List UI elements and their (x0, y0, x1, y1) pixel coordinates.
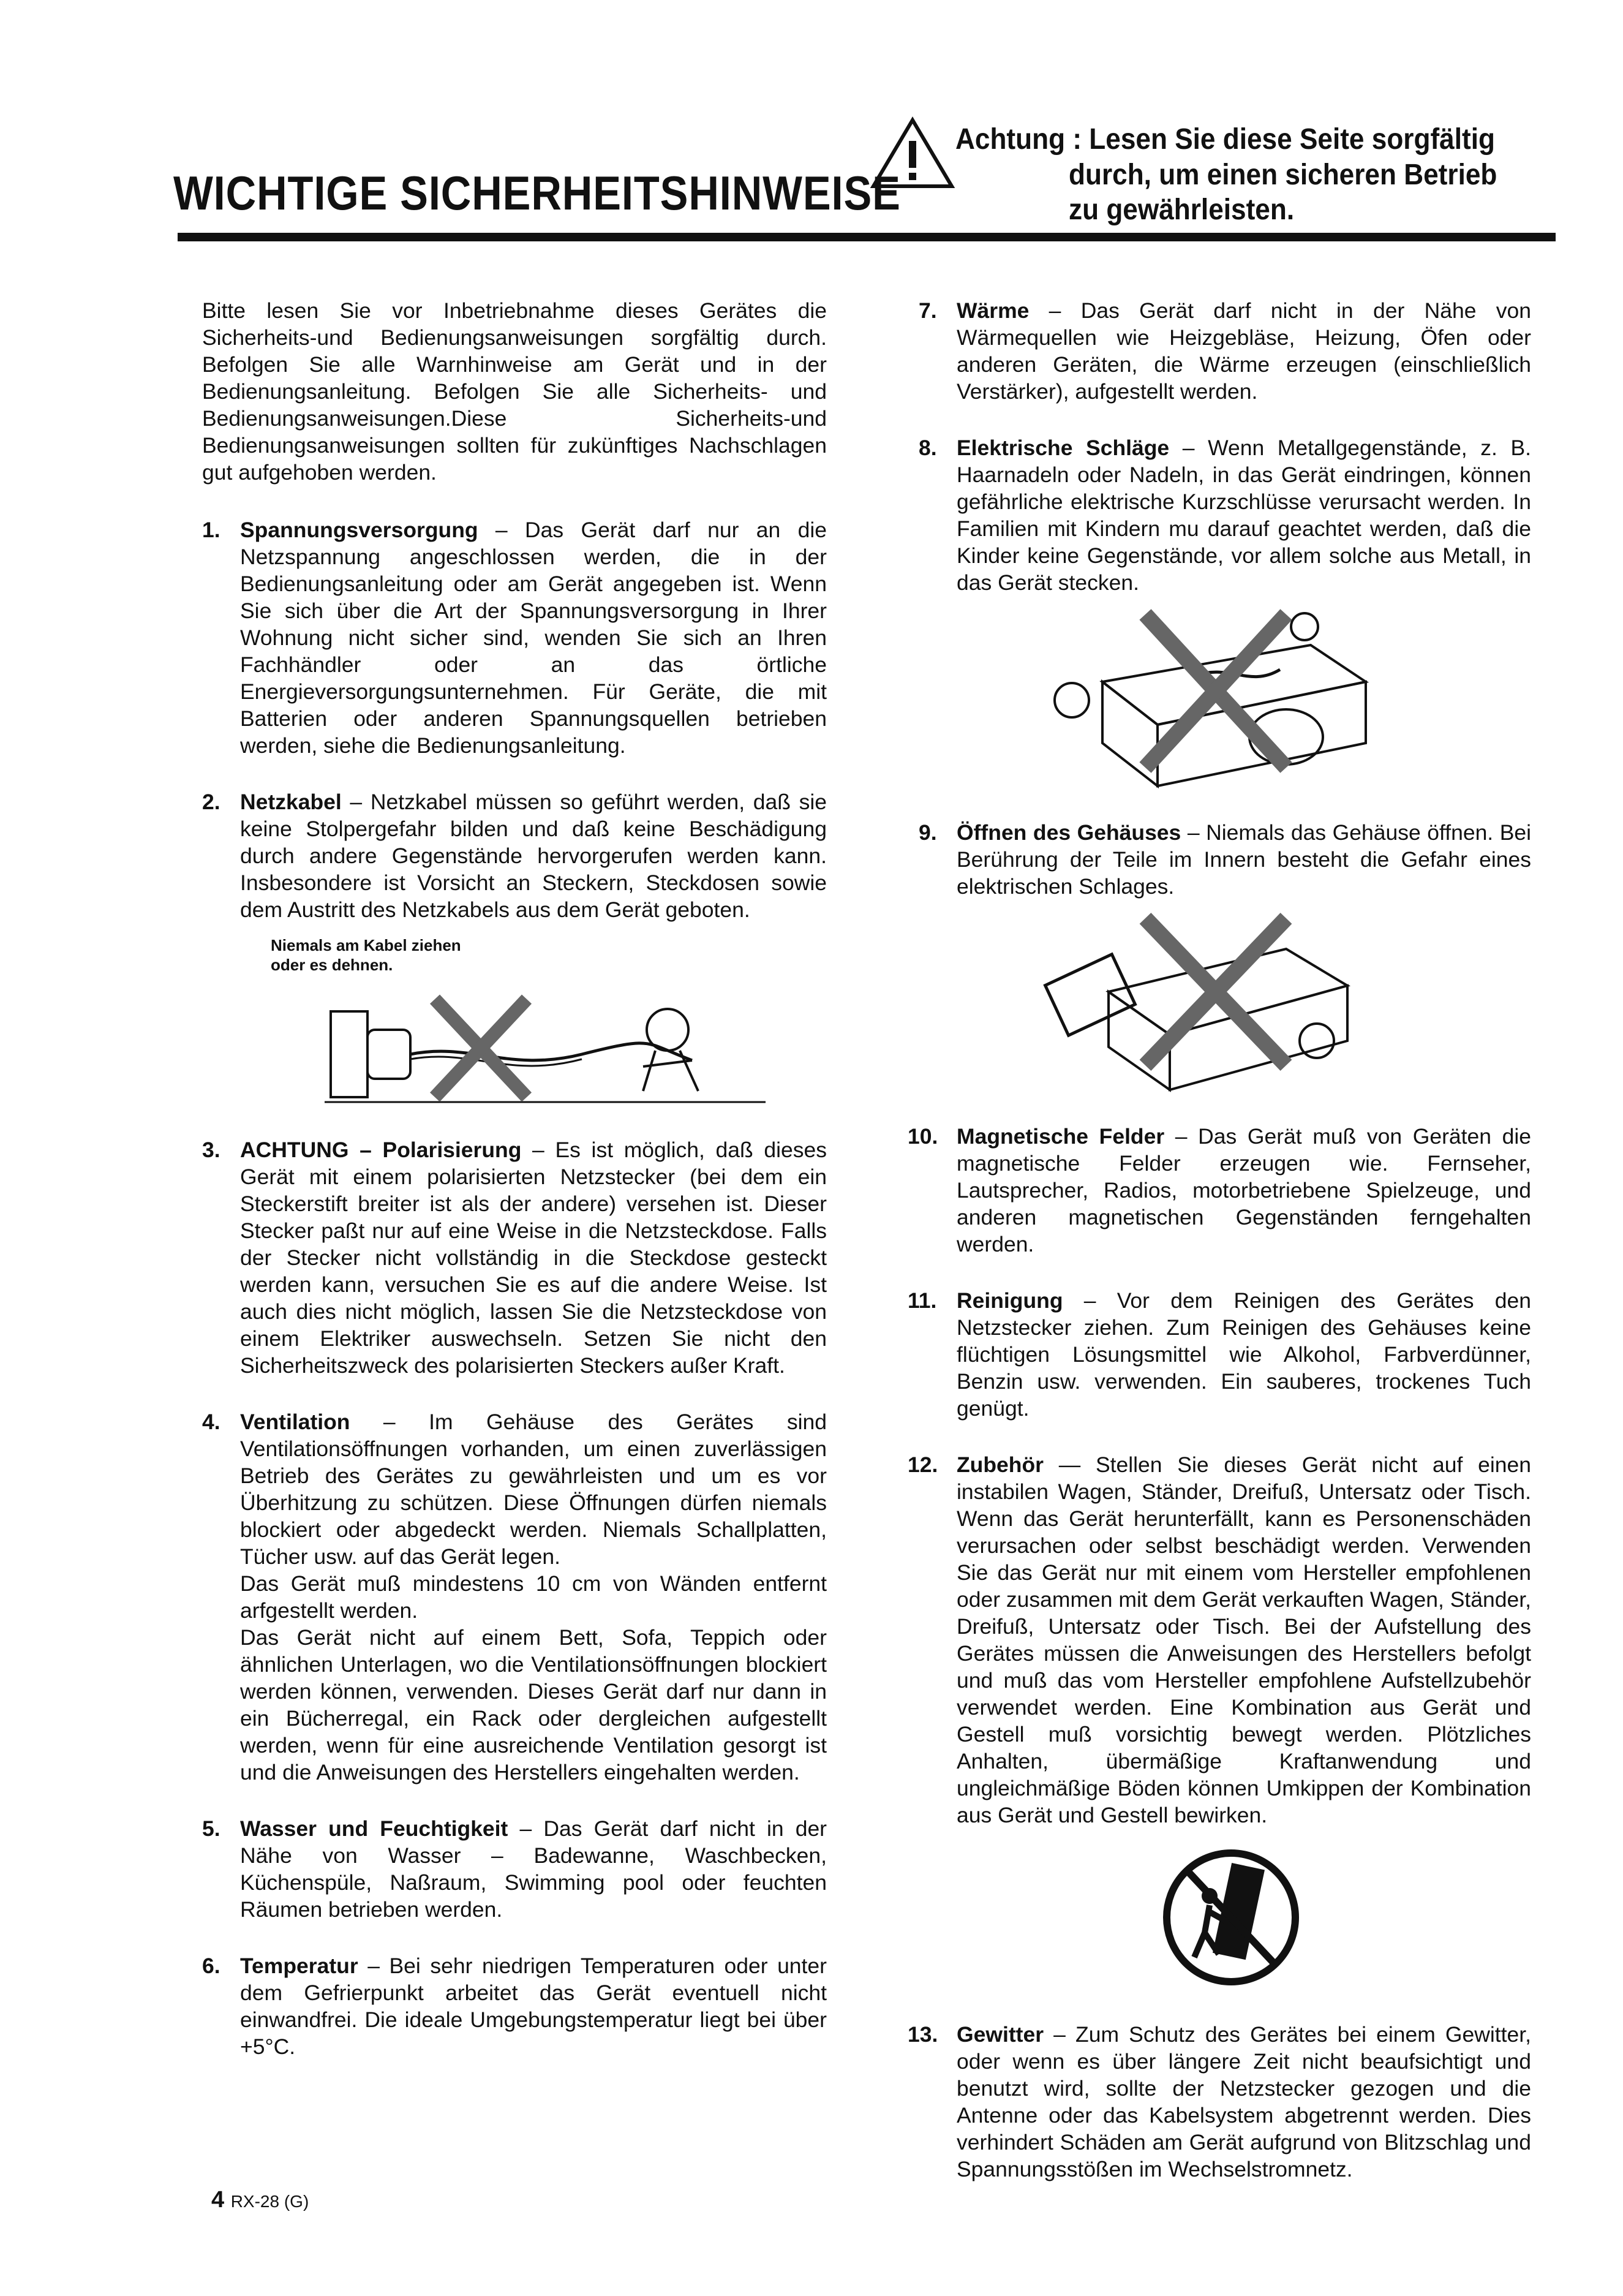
item-title: Netzkabel (240, 790, 342, 814)
item-text: Das Gerät muß mindestens 10 cm von Wänden entfernt arfgestellt werden. (240, 1571, 827, 1623)
safety-item: 7. Wärme – Das Gerät darf nicht in der Nähe von Wärmequellen wie Heizgebläse, Heizung, Öfen oder anderen Geräten, die Wärme erzeugen (einschließlich Verstärker), aufgestellt werden. (919, 298, 1531, 404)
cart-tip-over-icon (1161, 1841, 1301, 1994)
page-number: 4 (211, 2187, 225, 2213)
item-text: Das Gerät darf nicht in der Nähe von Wärmequellen wie Heizgebläse, Heizung, Öfen oder anderen Geräten, die Wärme erzeugen (einschließlich Verstärker), aufgestellt werden. (957, 298, 1531, 404)
item-text: Das Gerät muß von Geräten die magnetische Felder erzeugen wie. Fernseher, Lautsprecher, Radios, motorbetriebene Spielzeuge, und anderen magnetischen Gegenständen ferngehalten werden. (957, 1124, 1531, 1256)
item-number: 4. (202, 1410, 220, 1434)
left-column (202, 297, 827, 2090)
item-number: 10. (908, 1124, 938, 1149)
item-number: 7. (919, 298, 937, 323)
item-title: ACHTUNG – Polarisierung (240, 1138, 522, 1162)
item-title: Spannungsversorgung (240, 518, 478, 542)
attention-line: Achtung : Lesen Sie diese Seite sorgfältig (955, 123, 1495, 156)
safety-item: 5. Wasser und Feuchtigkeit – Das Gerät darf nicht in der Nähe von Wasser – Badewanne, Waschbecken, Küchenspüle, Naßraum, Swimming pool oder feuchten Räumen betrieben werden. (202, 1816, 827, 1922)
item-text: Das Gerät darf nur an die Netzspannung angeschlossen werden, die in der Bedienungsanleitung oder am Gerät angegeben ist. Wenn Sie sich über die Art der Spannungsversorgung in Ihrer Wohnung nicht sicher sind, wenden Sie sich an Ihren Fachhändler oder an das örtliche Energieversorgungsunternehmen. Für Geräte, die mit Batterien oder anderen Spannungsquellen betrieben werden, siehe die Bedienungsanleitung. (240, 518, 827, 758)
safety-item: 12. Zubehör — Stellen Sie dieses Gerät nicht auf einen instabilen Wagen, Ständer, Dreifuß, Untersatz oder Tisch. Wenn das Gerät herunterfällt, kann es Personenschäden verursachen oder selbst beschädigt werden. Verwenden Sie das Gerät nur mit einem vom Hersteller empfohlenen oder zusammen mit dem Gerät verkauften Wagen, Ständer, Dreifuß, Untersatz oder Tisch. Bei der Aufstellung des Gerätes müssen die Anweisungen des Herstellers befolgt und muß das vom Hersteller empfohlene Aufstellzubehör verwendet werden. Eine Kombination aus Gerät und Gestell muß vorsichtig bewegt werden. Plötzliches Anhalten, übermäßige Kraftanwendung und ungleichmäßige Böden können Umkippen der Kombination aus Gerät und Gestell bewirken. (908, 1452, 1531, 1827)
item-text: Zum Schutz des Gerätes bei einem Gewitter, oder wenn es über längere Zeit nicht beaufsichtigt und benutzt wird, sollte der Netzstecker gezogen und die Antenne oder das Kabelsystem abgetrennt werden. Dies verhindert Schäden am Gerät aufgrund von Blitzschlag und Spannungsstößen im Wechselstromnetz. (957, 2022, 1531, 2181)
safety-item: 10. Magnetische Felder – Das Gerät muß von Geräten die magnetische Felder erzeugen wie. Fernseher, Lautsprecher, Radios, motorbetriebene Spielzeuge, und anderen magnetischen Gegenständen ferngehalten werden. (908, 1124, 1531, 1256)
metal-objects-illustration (1047, 608, 1378, 792)
item-title: Wärme (957, 298, 1030, 323)
model-code: RX-28 (G) (230, 2192, 309, 2211)
item-text: Das Gerät nicht auf einem Bett, Sofa, Teppich oder ähnlichen Unterlagen, wo die Ventilationsöffnungen blockiert werden können, verwenden. Dieses Gerät darf nur dann in ein Bücherregal, ein Rack oder dergleichen aufgestellt werden, wenn für eine ausreichende Ventilation gesorgt ist und die Anweisungen des Herstellers eingehalten werden. (240, 1625, 827, 1784)
item-title: Zubehör (957, 1452, 1044, 1477)
item-title: Gewitter (957, 2022, 1044, 2047)
item-title: Ventilation (240, 1410, 350, 1434)
illustration-caption: Niemals am Kabel ziehen oder es dehnen. (271, 936, 461, 974)
safety-item: 4. Ventilation – Im Gehäuse des Gerätes sind Ventilationsöffnungen vorhanden, um einen zuverlässigen Betrieb des Gerätes zu gewährleisten und um es vor Überhitzung zu schützen. Diese Öffnungen dürfen niemals blockiert oder abgedeckt werden. Niemals Schallplatten, Tücher usw. auf das Gerät legen. Das Gerät muß mindestens 10 cm von Wänden entfernt arfgestellt werden. Das Gerät nicht auf einem Bett, Sofa, Teppich oder ähnlichen Unterlagen, wo die Ventilationsöffnungen blockiert werden können, verwenden. Dieses Gerät darf nur dann in ein Bücherregal, ein Rack oder dergleichen aufgestellt werden, wenn für eine ausreichende Ventilation gesorgt ist und die Anweisungen des Herstellers eingehalten werden. (202, 1410, 827, 1784)
item-number: 8. (919, 436, 937, 460)
intro-paragraph: Bitte lesen Sie vor Inbetriebnahme dieses Gerätes die Sicherheits-und Bedienungsanweisungen sorgfältig durch. Befolgen Sie alle Warnhinweise am Gerät und in der Bedienungsanleitung. Befolgen Sie alle Sicherheits- und Bedienungsanweisungen.Diese Sicherheits-und Bedienungsanweisungen sollten für zukünftiges Nachschlagen gut aufgehoben werden. (202, 298, 827, 485)
safety-item: 1. Spannungsversorgung – Das Gerät darf nur an die Netzspannung angeschlossen werden, die in der Bedienungsanleitung oder am Gerät angegeben ist. Wenn Sie sich über die Art der Spannungsversorgung in Ihrer Wohnung nicht sicher sind, wenden Sie sich an Ihren Fachhändler oder an das örtliche Energieversorgungsunternehmen. Für Geräte, die mit Batterien oder anderen Spannungsquellen betrieben werden, siehe die Bedienungsanleitung. (202, 518, 827, 758)
item-number: 3. (202, 1138, 220, 1162)
safety-item: 9. Öffnen des Gehäuses – Niemals das Gehäuse öffnen. Bei Berührung der Teile im Innern besteht die Gefahr eines elektrischen Schlages. (919, 820, 1532, 899)
safety-item: 6. Temperatur – Bei sehr niedrigen Temperaturen oder unter dem Gefrierpunkt arbeitet das Gerät eventuell nicht einwandfrei. Die ideale Umgebungstemperatur liegt bei über +5°C. (202, 1954, 827, 2059)
safety-item: 2. Netzkabel – Netzkabel müssen so geführt werden, daß sie keine Stolpergefahr bilden und daß keine Beschädigung durch andere Gegenstände hervorgerufen werden kann. Insbesondere ist Vorsicht an Steckern, Steckdosen sowie dem Austritt des Netzkabels aus dem Gerät geboten. (202, 790, 827, 922)
attention-line: zu gewährleisten. (1069, 194, 1295, 226)
safety-item: 11. Reinigung – Vor dem Reinigen des Gerätes den Netzstecker ziehen. Zum Reinigen des Gehäuses keine flüchtigen Lösungsmittel wie Alkohol, Farbverdünner, Benzin usw. verwenden. Ein sauberes, trockenes Tuch genügt. (908, 1288, 1531, 1421)
warning-triangle-icon (870, 116, 955, 190)
attention-line: durch, um einen sicheren Betrieb (1069, 159, 1497, 191)
item-number: 5. (202, 1816, 220, 1841)
item-title: Elektrische Schläge (957, 436, 1170, 460)
safety-item: 13. Gewitter – Zum Schutz des Gerätes bei einem Gewitter, oder wenn es über längere Zeit nicht beaufsichtigt und benutzt wird, sollte der Netzstecker gezogen und die Antenne oder das Kabelsystem abgetrennt werden. Dies verhindert Schäden am Gerät aufgrund von Blitzschlag und Spannungsstößen im Wechselstromnetz. (908, 2022, 1531, 2181)
item-number: 2. (202, 790, 220, 814)
item-text: Vor dem Reinigen des Gerätes den Netzstecker ziehen. Zum Reinigen des Gehäuses keine flüchtigen Lösungsmittel wie Alkohol, Farbverdünner, Benzin usw. verwenden. Ein sauberes, trockenes Tuch genügt. (957, 1288, 1531, 1421)
item-title: Öffnen des Gehäuses (957, 820, 1181, 845)
item-text: Stellen Sie dieses Gerät nicht auf einen instabilen Wagen, Ständer, Dreifuß, Untersatz oder Tisch. Wenn das Gerät herunterfällt, kann es Personenschäden verursachen oder selbst beschädigt werden. Verwenden Sie das Gerät nur mit einem vom Hersteller empfohlenen oder zusammen mit dem Gerät verkauften Wagen, Ständer, Dreifuß, Untersatz oder Tisch. Bei der Aufstellung des Gerätes müssen die Anweisungen des Herstellers befolgt und muß das vom Hersteller empfohlene Aufstellzubehör verwendet werden. Eine Kombination aus Gerät und Gestell muß vorsichtig bewegt werden. Plötzliches Anhalten, übermäßige Kraftanwendung und ungleichmäßige Böden können Umkippen der Kombination aus Gerät und Gestell bewirken. (957, 1452, 1531, 1827)
item-title: Magnetische Felder (957, 1124, 1165, 1149)
item-number: 1. (202, 518, 220, 542)
item-title: Wasser und Feuchtigkeit (240, 1816, 508, 1841)
item-number: 6. (202, 1954, 220, 1978)
item-text: Netzkabel müssen so geführt werden, daß sie keine Stolpergefahr bilden und daß keine Beschädigung durch andere Gegenstände hervorgerufen werden kann. Insbesondere ist Vorsicht an Steckern, Steckdosen sowie dem Austritt des Netzkabels aus dem Gerät geboten. (240, 790, 827, 922)
safety-item: 3. ACHTUNG – Polarisierung – Es ist möglich, daß dieses Gerät mit einem polarisierten Netzstecker (bei dem ein Steckerstift breiter ist als der andere) versehen ist. Dieser Stecker paßt nur auf eine Weise in die Netzsteckdose. Falls der Stecker nicht vollständig in die Steckdose gesteckt werden kann, versuchen Sie es auf die andere Weise. Ist auch dies nicht möglich, lassen Sie die Netzsteckdose von einem Elektriker auswechseln. Setzen Sie nicht den Sicherheitszweck des polarisierten Steckers außer Kraft. (202, 1138, 827, 1378)
item-text: Im Gehäuse des Gerätes sind Ventilationsöffnungen vorhanden, um einen zuverlässigen Betrieb des Gerätes zu gewährleisten und um es vor Überhitzung zu schützen. Diese Öffnungen dürfen niemals blockiert oder abgedeckt werden. Niemals Schallplatten, Tücher usw. auf das Gerät legen. (240, 1410, 827, 1569)
item-text: Es ist möglich, daß dieses Gerät mit einem polarisierten Netzstecker (bei dem ein Steckerstift breiter ist als der andere) versehen ist. Dieser Stecker paßt nur auf eine Weise in die Netzsteckdose. Falls der Stecker nicht vollständig in die Steckdose gesteckt werden kann, versuchen Sie es auf die andere Weise. Ist auch dies nicht möglich, lassen Sie die Netzsteckdose von einem Elektriker auswechseln. Setzen Sie nicht den Sicherheitszweck des polarisierten Steckers außer Kraft. (240, 1138, 827, 1378)
item-title: Temperatur (240, 1954, 358, 1978)
page-title: WICHTIGE SICHERHEITSHINWEISE (173, 166, 901, 220)
item-text: Wenn Metallgegenstände, z. B. Haarnadeln oder Nadeln, in das Gerät eindringen, können gefährliche elektrische Kurzschlüsse verursacht werden. In Familien mit Kindern mu darauf geachtet werden, daß die Kinder keine Gegenstände, vor allem solche aus Metall, in das Gerät stecken. (957, 436, 1532, 595)
right-column (908, 297, 1532, 2212)
item-number: 12. (908, 1452, 938, 1477)
item-number: 11. (908, 1288, 937, 1313)
title-rule (178, 233, 1556, 241)
cable-pulling-illustration (325, 987, 766, 1109)
item-number: 13. (908, 2022, 938, 2047)
item-title: Reinigung (957, 1288, 1063, 1313)
safety-item: 8. Elektrische Schläge – Wenn Metallgegenstände, z. B. Haarnadeln oder Nadeln, in das Gerät eindringen, können gefährliche elektrische Kurzschlüsse verursacht werden. In Familien mit Kindern mu darauf geachtet werden, daß die Kinder keine Gegenstände, vor allem solche aus Metall, in das Gerät stecken. (919, 436, 1532, 595)
item-text: Niemals das Gehäuse öffnen. Bei Berührung der Teile im Innern besteht die Gefahr eines elektrischen Schlages. (957, 820, 1532, 899)
item-text: Bei sehr niedrigen Temperaturen oder unter dem Gefrierpunkt arbeitet das Gerät eventuell nicht einwandfrei. Die ideale Umgebungstemperatur liegt bei über +5°C. (240, 1954, 827, 2059)
item-number: 9. (919, 820, 937, 845)
page-footer (211, 2187, 309, 2213)
open-housing-illustration (1041, 912, 1372, 1096)
item-text: Das Gerät darf nicht in der Nähe von Wasser – Badewanne, Waschbecken, Küchenspüle, Naßraum, Swimming pool oder feuchten Räumen betrieben werden. (240, 1816, 827, 1922)
